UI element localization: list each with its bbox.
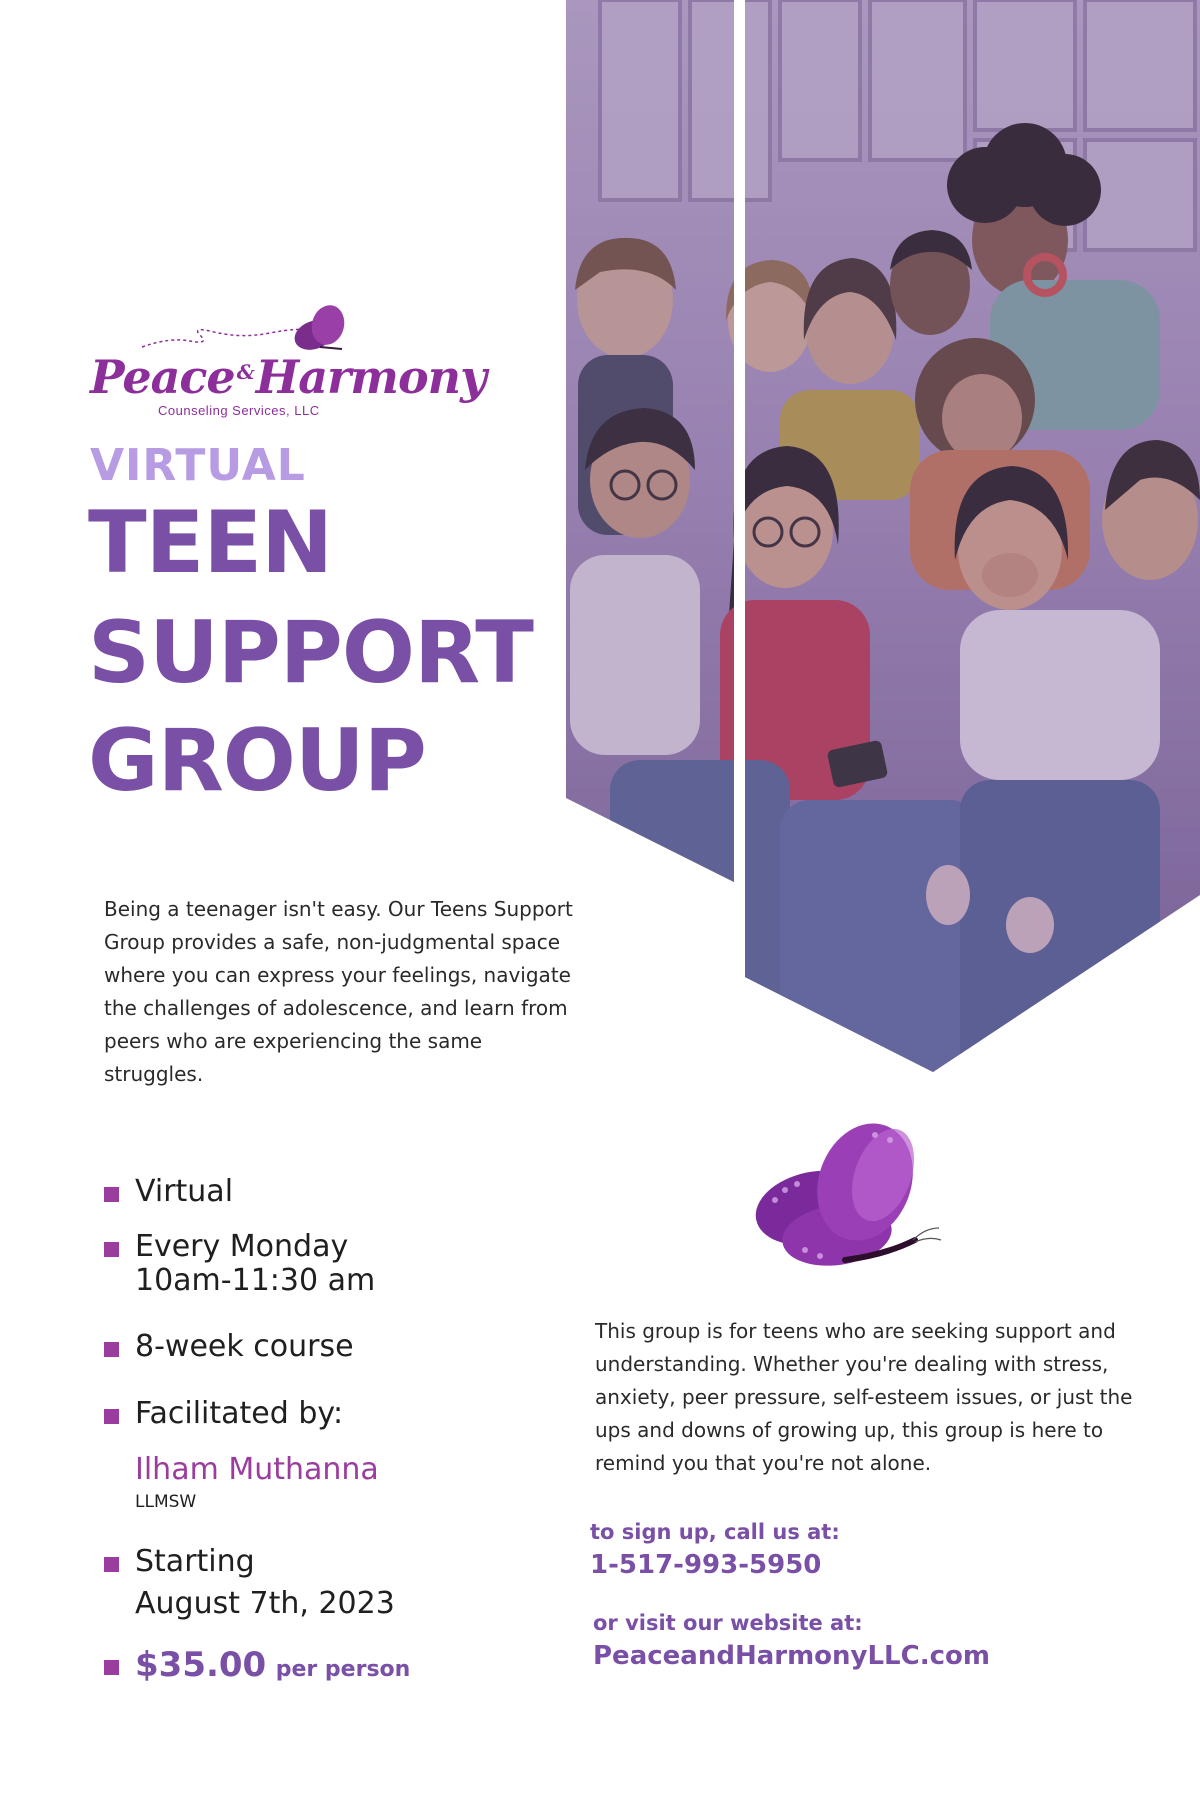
about-paragraph bbox=[595, 1315, 1132, 1480]
phone-number[interactable]: 1-517-993-5950 bbox=[590, 1550, 822, 1580]
butterfly-icon bbox=[745, 1120, 945, 1280]
logo-wordmark: Peace &Harmony bbox=[90, 350, 486, 404]
logo-subtitle: Counseling Services, LLC bbox=[158, 403, 320, 418]
bullet-square-icon bbox=[104, 1660, 119, 1675]
intro-line: struggles. bbox=[104, 1062, 204, 1086]
title-teen: TEEN bbox=[88, 493, 333, 593]
intro-line: Being a teenager isn't easy. Our Teens Support bbox=[104, 897, 573, 921]
facilitator-credentials: LLMSW bbox=[135, 1492, 197, 1512]
intro-line: the challenges of adolescence, and learn from bbox=[104, 996, 568, 1020]
about-line: This group is for teens who are seeking support and bbox=[595, 1319, 1116, 1343]
schedule-text: Every Monday 10am-11:30 am bbox=[135, 1229, 376, 1298]
price-text bbox=[135, 1645, 411, 1687]
logo bbox=[90, 305, 486, 425]
bullet-square-icon bbox=[104, 1409, 119, 1424]
start-text: Starting August 7th, 2023 bbox=[135, 1544, 395, 1621]
about-line: ups and downs of growing up, this group is here to bbox=[595, 1418, 1104, 1442]
intro-line: Group provides a safe, non-judgmental space bbox=[104, 930, 561, 954]
about-line: anxiety, peer pressure, self-esteem issues, or just the bbox=[595, 1385, 1133, 1409]
title-group: GROUP bbox=[88, 711, 426, 811]
website-link[interactable]: PeaceandHarmonyLLC.com bbox=[593, 1641, 990, 1671]
title-virtual: VIRTUAL bbox=[90, 440, 306, 491]
intro-line: where you can express your feelings, navigate bbox=[104, 963, 571, 987]
bullet-square-icon bbox=[104, 1242, 119, 1257]
bullet-square-icon bbox=[104, 1557, 119, 1572]
intro-line: peers who are experiencing the same bbox=[104, 1029, 483, 1053]
title-support: SUPPORT bbox=[88, 603, 533, 703]
website-label: or visit our website at: bbox=[593, 1611, 863, 1635]
phone-label: to sign up, call us at: bbox=[590, 1520, 840, 1544]
bullet-square-icon bbox=[104, 1342, 119, 1357]
bullet-square-icon bbox=[104, 1187, 119, 1202]
intro-paragraph bbox=[104, 893, 573, 1091]
about-line: understanding. Whether you're dealing with stress, bbox=[595, 1352, 1109, 1376]
about-line: remind you that you're not alone. bbox=[595, 1451, 932, 1475]
price-unit: per person bbox=[275, 1657, 411, 1682]
price-amount: $35.00 bbox=[135, 1645, 267, 1685]
facilitator-name: Ilham Muthanna bbox=[135, 1452, 379, 1487]
